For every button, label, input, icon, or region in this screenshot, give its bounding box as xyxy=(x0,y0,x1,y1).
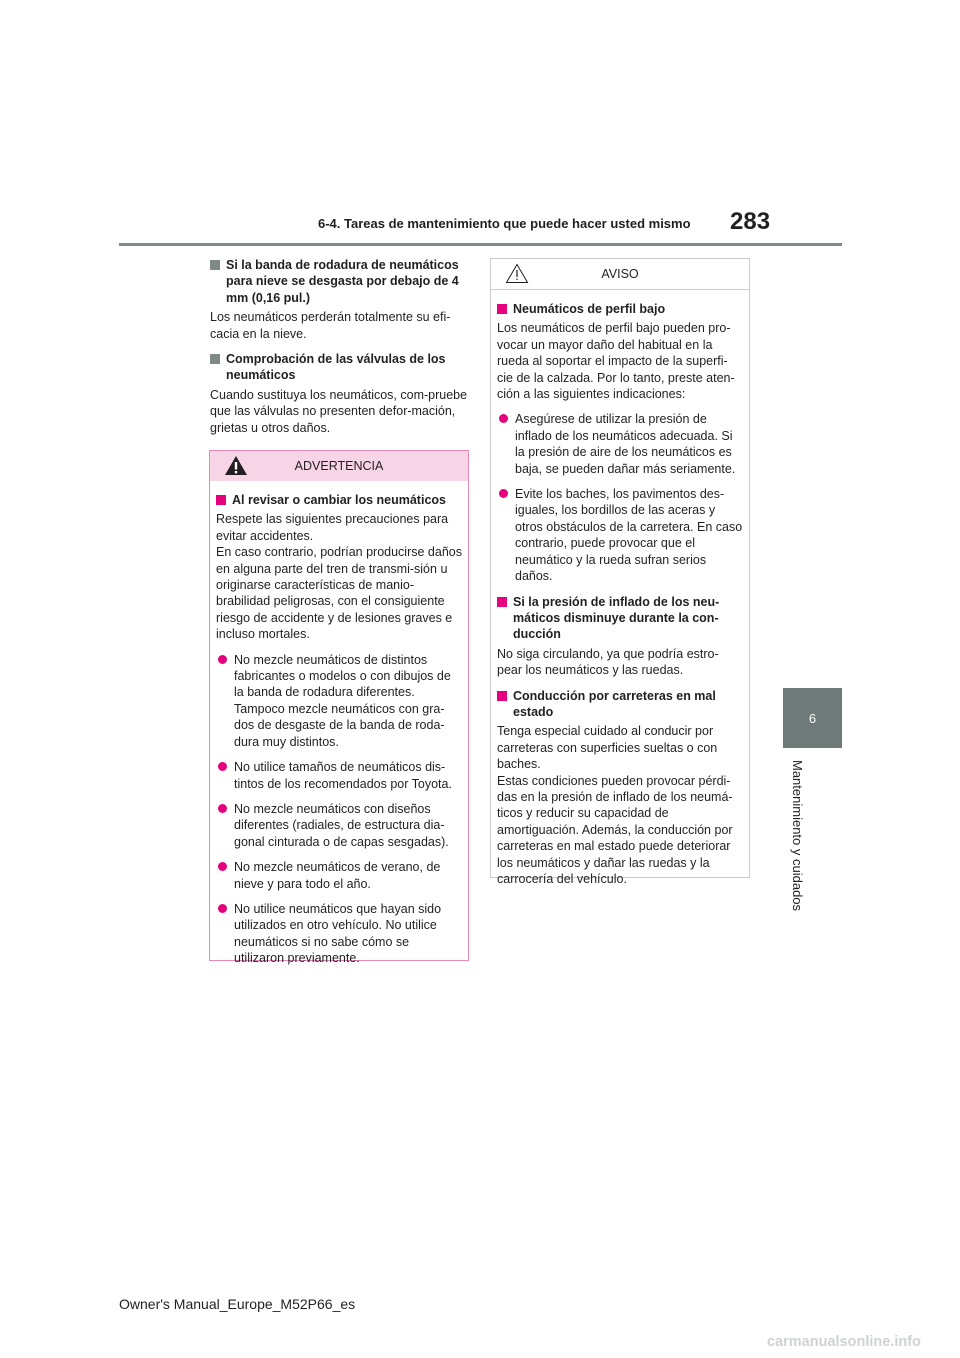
warning-box-header xyxy=(210,451,468,481)
chapter-title: Mantenimiento y cuidados xyxy=(790,760,805,912)
paragraph: Los neumáticos de perfil bajo pueden pro-vocar un mayor daño del habitual en la rueda al soportar el impacto de la superfi-cie de la calzada. Por lo tanto, preste aten-ción a las siguientes indicaciones: xyxy=(497,321,735,402)
square-bullet-icon xyxy=(497,691,507,701)
paragraph: Estas condiciones pueden provocar pérdi-das en la presión de inflado de los neumá-ticos y reducir su capacidad de amortiguación. Además, la conducción por carreteras en mal estado puede deteriorar los neumáticos y dañar las ruedas y la carrocería del vehículo. xyxy=(497,773,733,886)
list-item: No mezcle neumáticos con diseños diferentes (radiales, de estructura dia-gonal cinturada o de capas sesgadas). xyxy=(216,801,462,850)
square-bullet-icon xyxy=(497,304,507,314)
subsection-heading: Conducción por carreteras en mal estado xyxy=(497,688,743,721)
caution-title: AVISO xyxy=(601,266,639,281)
subsection-heading: Si la presión de inflado de los neu-máticos disminuye durante la con-ducción xyxy=(497,594,743,643)
footer-text: Owner's Manual_Europe_M52P66_es xyxy=(119,1296,356,1312)
list-item: Asegúrese de utilizar la presión de inflado de los neumáticos adecuada. Si la presión de aire de los neumáticos es baja, se pueden dañar más seriamente. xyxy=(497,411,743,477)
square-bullet-icon xyxy=(497,597,507,607)
subsection-heading: Comprobación de las válvulas de los neumáticos xyxy=(210,351,468,384)
square-bullet-icon xyxy=(216,495,226,505)
chapter-number: 6 xyxy=(808,710,817,726)
paragraph: No siga circulando, ya que podría estro-pear los neumáticos y las ruedas. xyxy=(497,646,719,678)
bullet-dot-icon xyxy=(218,655,227,664)
paragraph: Los neumáticos perderán totalmente su efi-cacia en la nieve. xyxy=(210,310,451,341)
paragraph: Cuando sustituya los neumáticos, com-pruebe que las válvulas no presenten defor-mación, grietas u otros daños. xyxy=(210,387,468,435)
list-item: No utilice tamaños de neumáticos dis-tintos de los recomendados por Toyota. xyxy=(216,759,462,792)
watermark-link[interactable]: carmanualsonline.info xyxy=(767,1334,921,1350)
subsection-heading: Al revisar o cambiar los neumáticos xyxy=(216,492,462,508)
bullet-dot-icon xyxy=(218,762,227,771)
paragraph: En caso contrario, podrían producirse daños en alguna parte del tren de transmi-sión u originarse características de manio-brabilidad peligrosas, con el consiguiente riesgo de accidente y de lesiones graves e incluso mortales. xyxy=(216,545,462,642)
list-item: Evite los baches, los pavimentos des-iguales, los bordillos de las aceras y otros obstáculos de la carretera. En caso contrario, puede provocar que el neumático y la rueda sufran serios daños. xyxy=(497,486,743,584)
left-column xyxy=(210,254,468,445)
subsection-heading: Neumáticos de perfil bajo xyxy=(497,301,743,317)
caution-triangle-icon xyxy=(505,263,529,284)
list-item: No mezcle neumáticos de verano, de nieve y para todo el año. xyxy=(216,859,462,892)
bullet-dot-icon xyxy=(218,904,227,913)
list-item: No utilice neumáticos que hayan sido utilizados en otro vehículo. No utilice neumáticos si no sabe cómo se utilizaron previamente. xyxy=(216,901,462,967)
subsection-heading: Si la banda de rodadura de neumáticos para nieve se desgasta por debajo de 4 mm (0,16 pul.) xyxy=(210,257,468,306)
section-title: 6-4. Tareas de mantenimiento que puede hacer usted mismo xyxy=(318,216,691,231)
warning-box xyxy=(209,450,469,966)
paragraph: Respete las siguientes precauciones para evitar accidentes. xyxy=(216,512,449,543)
warning-title: ADVERTENCIA xyxy=(294,458,384,473)
caution-box xyxy=(490,258,750,886)
bullet-dot-icon xyxy=(218,862,227,871)
square-bullet-icon xyxy=(210,354,220,364)
header-rule xyxy=(119,243,842,246)
caution-box-body xyxy=(491,290,749,902)
chapter-tab[interactable] xyxy=(783,688,842,748)
list-item: No mezcle neumáticos de distintos fabricantes o modelos o con dibujos de la banda de rodadura diferentes. Tampoco mezcle neumáticos con gra-dos de desgaste de la banda de roda-dura muy distintos. xyxy=(216,652,462,750)
warning-triangle-icon xyxy=(224,455,248,476)
bullet-dot-icon xyxy=(499,489,508,498)
bullet-dot-icon xyxy=(218,804,227,813)
caution-box-header xyxy=(491,259,749,290)
bullet-dot-icon xyxy=(499,414,508,423)
paragraph: Tenga especial cuidado al conducir por carreteras con superficies sueltas o con baches. xyxy=(497,724,718,772)
page-number: 283 xyxy=(730,208,771,235)
square-bullet-icon xyxy=(210,260,220,270)
warning-box-body xyxy=(210,481,468,982)
